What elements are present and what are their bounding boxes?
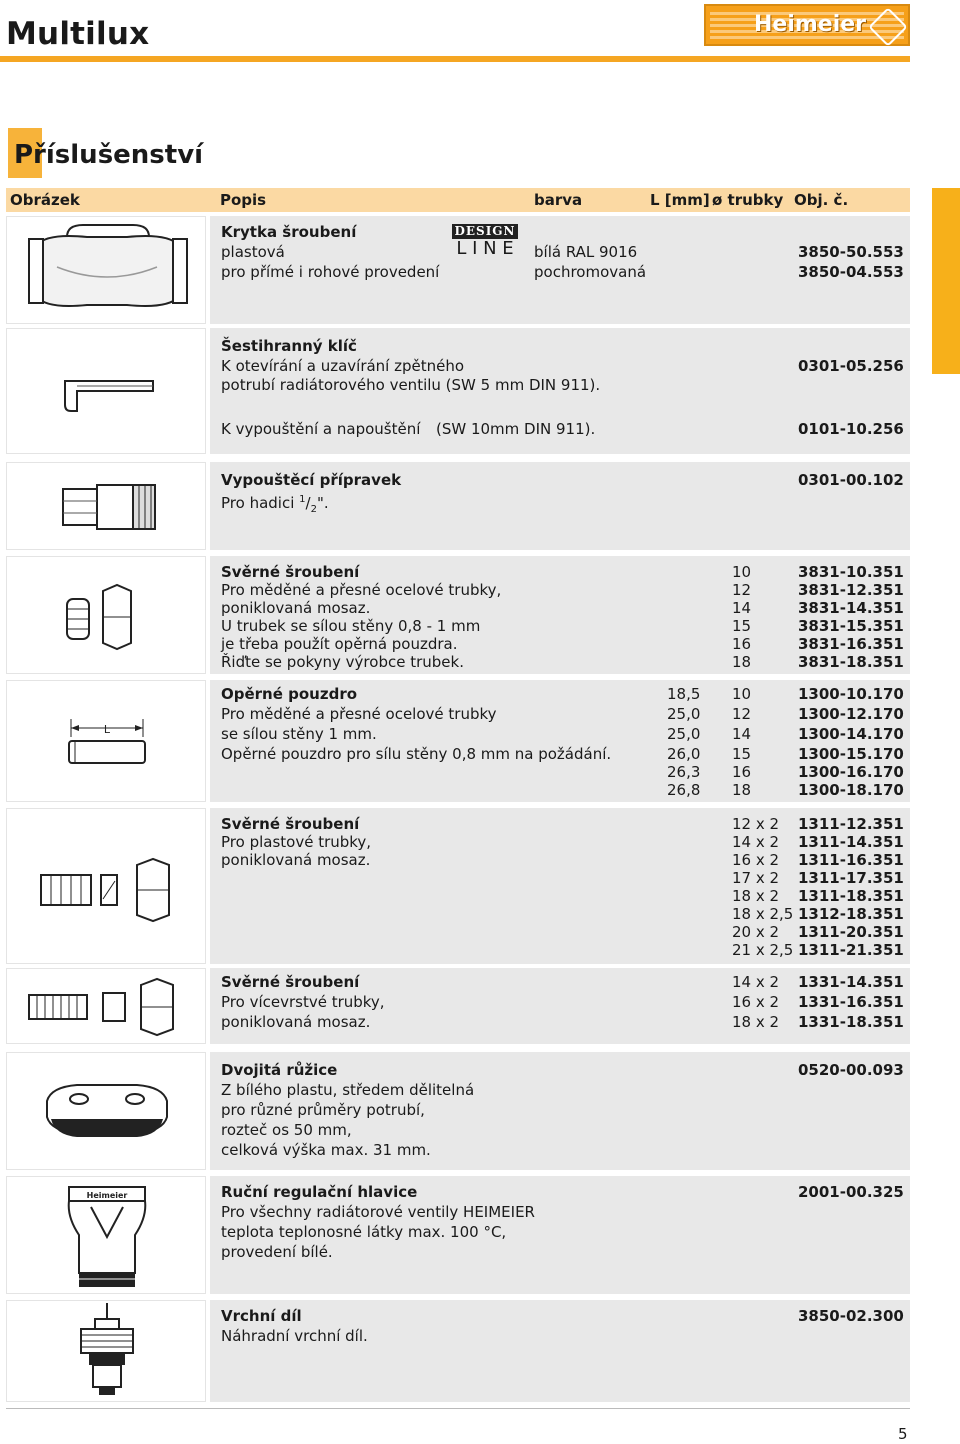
order-number: 1331-18.351 [798, 1013, 904, 1031]
order-number: 1300-12.170 [798, 705, 904, 723]
row-line: je třeba použít opěrná pouzdra. [221, 635, 458, 653]
row-title: Vrchní díl [221, 1307, 302, 1325]
diameter-value: 14 [732, 725, 752, 743]
footer-rule [6, 1408, 910, 1409]
diameter-value: 18 x 2 [732, 1013, 780, 1031]
hex-key-drawing [7, 329, 205, 453]
order-number: 1300-14.170 [798, 725, 904, 743]
row-line: poniklovaná mosaz. [221, 851, 371, 869]
order-number: 1311-16.351 [798, 851, 904, 869]
image-cell [6, 462, 206, 550]
image-cell [6, 968, 206, 1044]
row-line: K vypouštění a napouštění [221, 420, 421, 438]
order-number: 1300-10.170 [798, 685, 904, 703]
support-sleeve-drawing [7, 681, 205, 801]
head-brand-label: Heimeier [86, 1191, 128, 1200]
image-cell [6, 1176, 206, 1294]
row-line: se sílou stěny 1 mm. [221, 725, 377, 743]
table-row [210, 1052, 910, 1170]
order-number: 1311-12.351 [798, 815, 904, 833]
row-title: Svěrné šroubení [221, 815, 360, 833]
side-tab [932, 188, 960, 374]
order-number: 1331-14.351 [798, 973, 904, 991]
row-line: U trubek se sílou stěny 0,8 - 1 mm [221, 617, 481, 635]
image-cell [6, 680, 206, 802]
diameter-value: 21 x 2,5 [732, 941, 794, 959]
row-line: Opěrné pouzdro pro sílu stěny 0,8 mm na požádání. [221, 745, 612, 763]
header-length: L [mm] [650, 191, 710, 209]
row-title: Ruční regulační hlavice [221, 1183, 418, 1201]
diameter-value: 12 x 2 [732, 815, 780, 833]
row-line: K otevírání a uzavírání zpětného [221, 357, 465, 375]
order-number: 0101-10.256 [798, 420, 904, 438]
diameter-value: 18 [732, 781, 752, 799]
row-line: poniklovaná mosaz. [221, 599, 371, 617]
row-line: Pro plastové trubky, [221, 833, 372, 851]
order-number: 3831-12.351 [798, 581, 904, 599]
brand-title: Multilux [6, 16, 150, 52]
order-number: 3850-50.553 [798, 243, 904, 261]
table-row [210, 968, 910, 1044]
length-value: 18,5 [667, 685, 701, 703]
row-line-text: Pro hadici [221, 494, 300, 512]
order-number: 1300-16.170 [798, 763, 904, 781]
manual-head-drawing [7, 1177, 205, 1293]
order-number: 3831-10.351 [798, 563, 904, 581]
diameter-value: 20 x 2 [732, 923, 780, 941]
length-value: 25,0 [667, 705, 701, 723]
order-number: 0520-00.093 [798, 1061, 904, 1079]
order-number: 3850-02.300 [798, 1307, 904, 1325]
row-line: celková výška max. 31 mm. [221, 1141, 431, 1159]
double-rosette-drawing [7, 1053, 205, 1169]
fraction-numerator: 1 [299, 494, 306, 505]
fraction-denominator: 2 [310, 504, 317, 515]
header-image: Obrázek [10, 191, 80, 209]
diameter-value: 14 x 2 [732, 833, 780, 851]
table-row [210, 462, 910, 550]
row-line: Pro vícevrstvé trubky, [221, 993, 385, 1011]
image-cell [6, 808, 206, 964]
diameter-value: 16 [732, 635, 752, 653]
image-cell [6, 1300, 206, 1402]
table-row [210, 328, 910, 454]
fraction-slash: / [305, 494, 311, 512]
diameter-value: 18 x 2 [732, 887, 780, 905]
image-cell [6, 216, 206, 324]
table-row [210, 1176, 910, 1294]
table-row [210, 808, 910, 964]
header-diameter: ø trubky [712, 191, 784, 209]
row-title: Šestihranný klíč [221, 337, 357, 355]
row-line: Pro měděné a přesné ocelové trubky [221, 705, 497, 723]
order-number: 3850-04.553 [798, 263, 904, 281]
diameter-value: 15 [732, 745, 752, 763]
row-title: Svěrné šroubení [221, 563, 360, 581]
row-line: Pro měděné a přesné ocelové trubky, [221, 581, 502, 599]
order-number: 0301-00.102 [798, 471, 904, 489]
row-title: Opěrné pouzdro [221, 685, 358, 703]
image-cell [6, 556, 206, 674]
diameter-value: 14 x 2 [732, 973, 780, 991]
length-value: 26,3 [667, 763, 701, 781]
diameter-value: 16 x 2 [732, 851, 780, 869]
order-number: 1300-18.170 [798, 781, 904, 799]
diameter-value: 18 x 2,5 [732, 905, 794, 923]
table-row [210, 1300, 910, 1402]
compression-fitting-drawing [7, 557, 205, 673]
row-line: Pro všechny radiátorové ventily HEIMEIER [221, 1203, 535, 1221]
table-row [210, 216, 910, 324]
row-line: provedení bílé. [221, 1243, 333, 1261]
order-number: 1311-14.351 [798, 833, 904, 851]
diameter-value: 18 [732, 653, 752, 671]
drain-fitting-drawing [7, 463, 205, 549]
multilayer-fitting-drawing [7, 969, 205, 1043]
section-title: Příslušenství [14, 140, 204, 170]
line-label: L I N E [456, 238, 514, 259]
order-number: 1331-16.351 [798, 993, 904, 1011]
row-line: potrubí radiátorového ventilu (SW 5 mm DIN 911). [221, 376, 601, 394]
sleeve-length-label: L [103, 723, 111, 736]
order-number: 1300-15.170 [798, 745, 904, 763]
order-number: 2001-00.325 [798, 1183, 904, 1201]
row-line: poniklovaná mosaz. [221, 1013, 371, 1031]
image-cell [6, 1052, 206, 1170]
diameter-value: 16 [732, 763, 752, 781]
table-row [210, 556, 910, 674]
row-line [221, 490, 329, 520]
plastic-pipe-fitting-drawing [7, 809, 205, 963]
order-number: 3831-14.351 [798, 599, 904, 617]
row-line: (SW 10mm DIN 911). [436, 420, 596, 438]
order-number: 1312-18.351 [798, 905, 904, 923]
diameter-value: 12 [732, 581, 752, 599]
diameter-value: 14 [732, 599, 752, 617]
page-number: 5 [898, 1425, 908, 1443]
logo-wordmark: Heimeier [754, 12, 867, 37]
row-line: rozteč os 50 mm, [221, 1121, 352, 1139]
order-number: 3831-18.351 [798, 653, 904, 671]
order-number: 0301-05.256 [798, 357, 904, 375]
header-color: barva [534, 191, 583, 209]
row-title: Krytka šroubení [221, 223, 357, 241]
header-order-number: Obj. č. [794, 191, 849, 209]
design-line-logo [452, 224, 518, 260]
row-line: plastová [221, 243, 285, 261]
row-line: Náhradní vrchní díl. [221, 1327, 368, 1345]
length-value: 26,8 [667, 781, 701, 799]
header-rule [0, 56, 910, 62]
order-number: 3831-16.351 [798, 635, 904, 653]
row-line: pro různé průměry potrubí, [221, 1101, 425, 1119]
table-row [210, 680, 910, 802]
row-title: Svěrné šroubení [221, 973, 360, 991]
order-number: 1311-20.351 [798, 923, 904, 941]
valve-insert-drawing [7, 1301, 205, 1401]
table-header [6, 188, 910, 212]
diameter-value: 17 x 2 [732, 869, 780, 887]
screw-cover-drawing [7, 217, 205, 323]
design-label: DESIGN [452, 224, 518, 239]
heimeier-logo [704, 4, 910, 46]
diameter-value: 10 [732, 563, 752, 581]
diameter-value: 12 [732, 705, 752, 723]
length-value: 25,0 [667, 725, 701, 743]
row-line: teplota teplonosné látky max. 100 °C, [221, 1223, 507, 1241]
row-line-end: ". [316, 494, 329, 512]
header-description: Popis [220, 191, 267, 209]
row-title: Dvojitá růžice [221, 1061, 338, 1079]
color-value: pochromovaná [534, 263, 647, 281]
order-number: 1311-21.351 [798, 941, 904, 959]
order-number: 3831-15.351 [798, 617, 904, 635]
color-value: bílá RAL 9016 [534, 243, 638, 261]
image-cell [6, 328, 206, 454]
row-line: pro přímé i rohové provedení [221, 263, 440, 281]
diameter-value: 16 x 2 [732, 993, 780, 1011]
row-line: Z bílého plastu, středem dělitelná [221, 1081, 475, 1099]
row-title: Vypouštěcí přípravek [221, 471, 402, 489]
diameter-value: 15 [732, 617, 752, 635]
length-value: 26,0 [667, 745, 701, 763]
diameter-value: 10 [732, 685, 752, 703]
row-line: Řiďte se pokyny výrobce trubek. [221, 653, 464, 671]
order-number: 1311-17.351 [798, 869, 904, 887]
order-number: 1311-18.351 [798, 887, 904, 905]
